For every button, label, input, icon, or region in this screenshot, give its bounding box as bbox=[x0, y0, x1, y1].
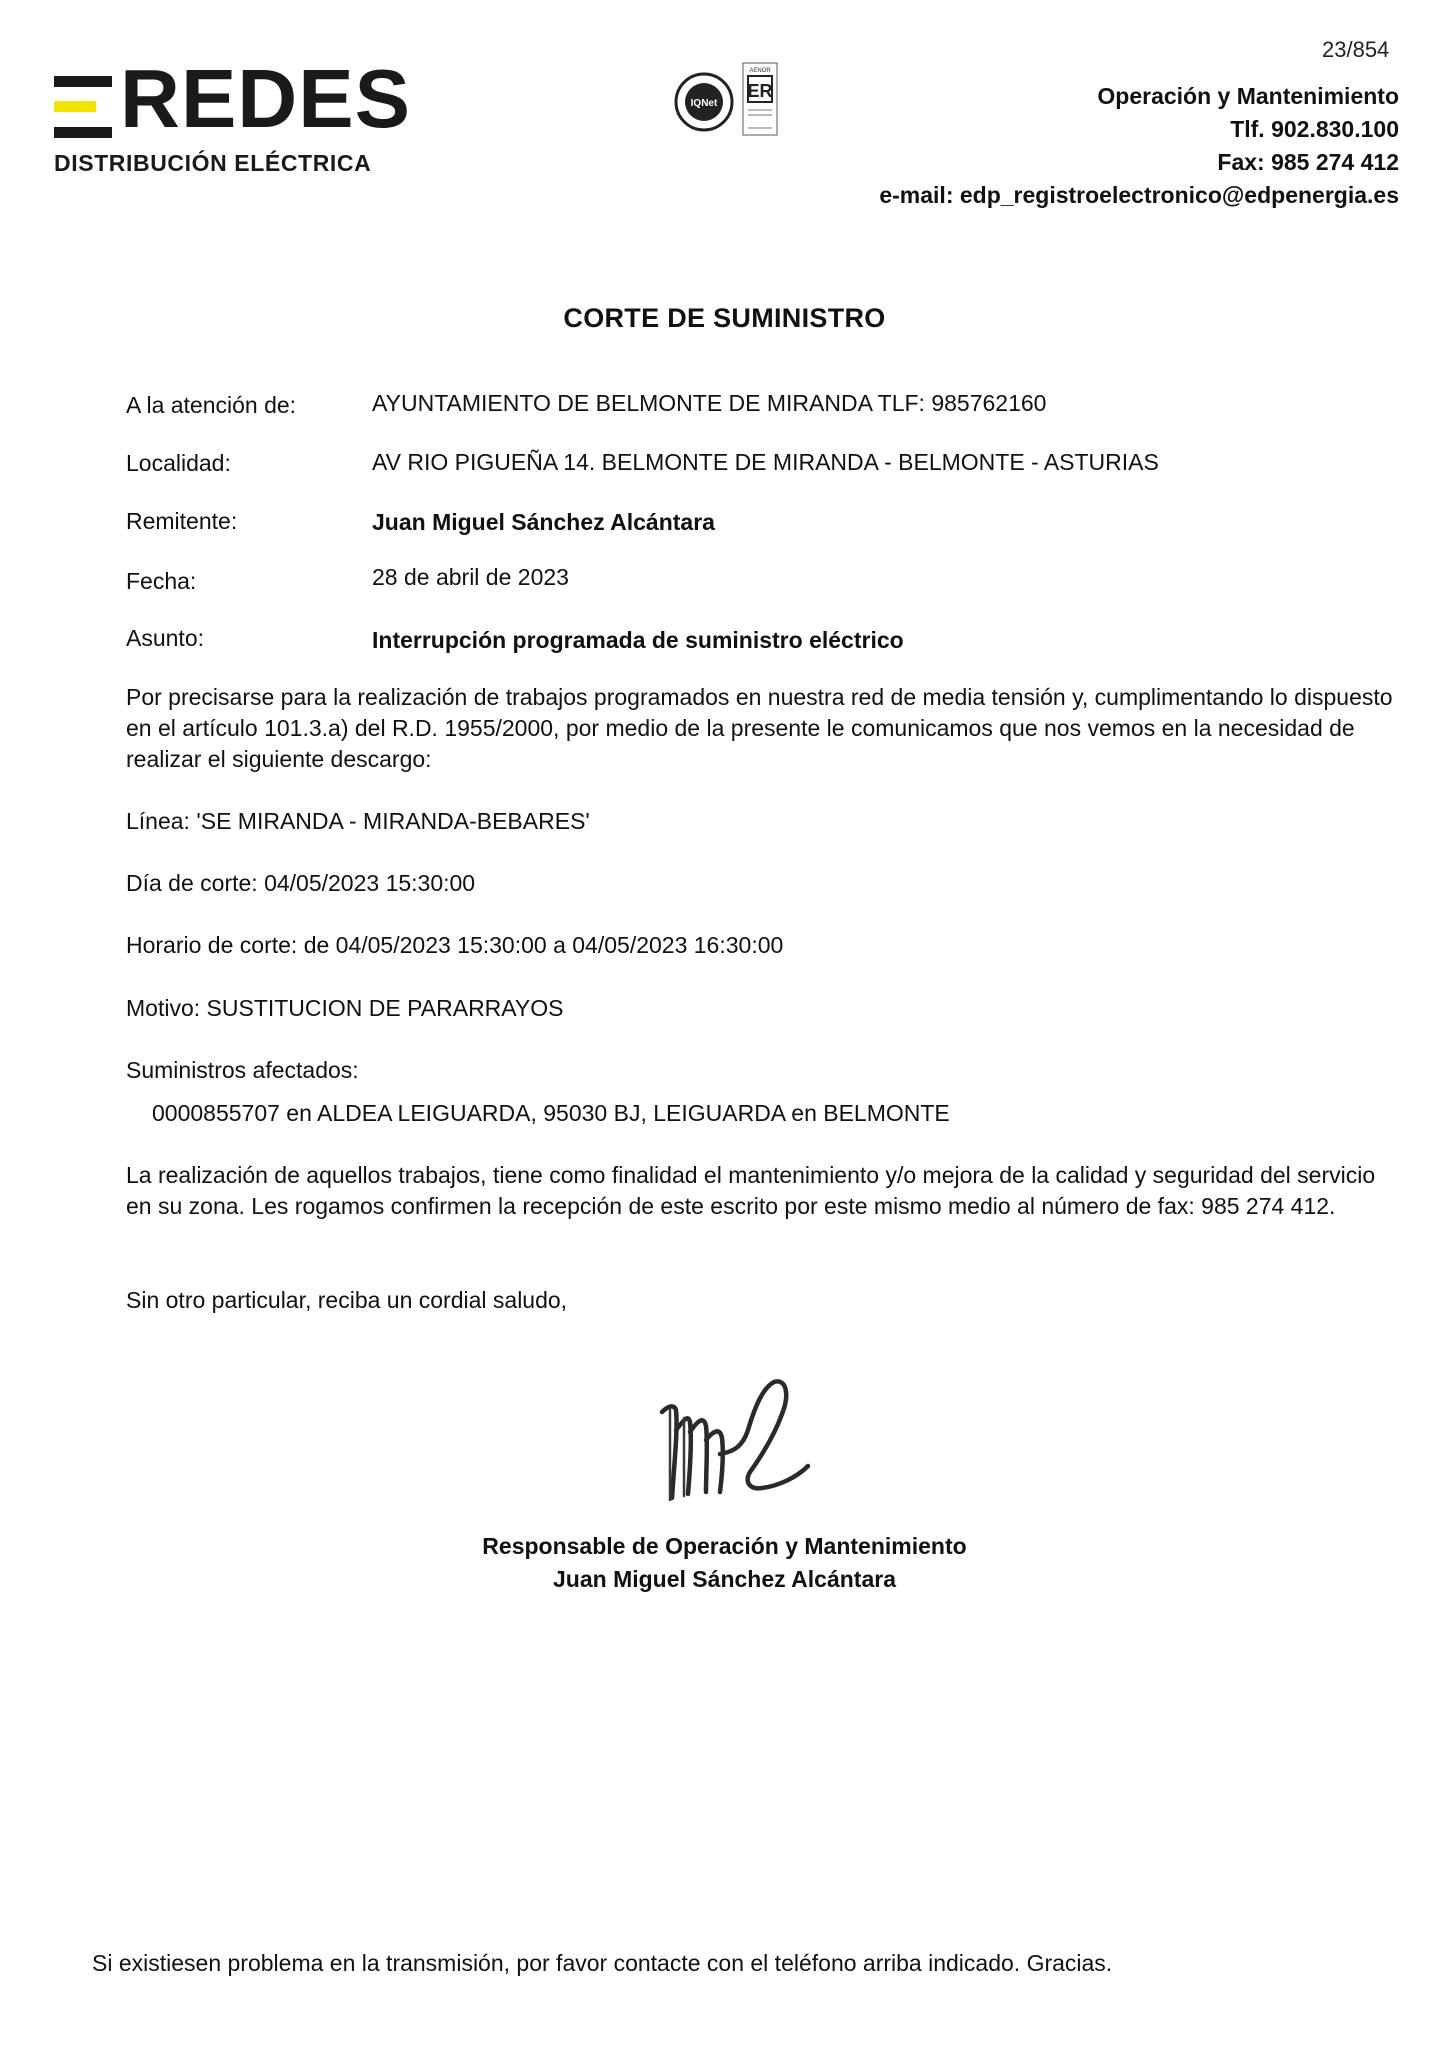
signature-name: Juan Miguel Sánchez Alcántara bbox=[553, 1566, 896, 1592]
subject-value: Interrupción programada de suministro eléctrico bbox=[372, 627, 904, 653]
iqnet-seal-text: IQNet bbox=[690, 98, 718, 109]
subject-label: Asunto: bbox=[126, 625, 204, 651]
affected-label: Suministros afectados: bbox=[126, 1057, 359, 1083]
logo-mark-icon bbox=[54, 72, 112, 134]
affected-item: 0000855707 en ALDEA LEIGUARDA, 95030 BJ, LEIGUARDA en BELMONTE bbox=[152, 1100, 950, 1126]
iqnet-seal-icon bbox=[674, 72, 734, 132]
cut-day-text: Día de corte: 04/05/2023 15:30:00 bbox=[126, 870, 476, 896]
date-value: 28 de abril de 2023 bbox=[372, 564, 569, 590]
cut-schedule-text: Horario de corte: de 04/05/2023 15:30:00 a 04/05/2023 16:30:00 bbox=[126, 932, 784, 958]
intro-paragraph: Por precisarse para la realización de trabajos programados en nuestra red de media tensión y, cumplimentando lo dispuesto en el artículo 101.3.a) del R.D. 1955/2000, por medio de la presente le comunicamos que nos vemos en la necesidad de realizar el siguiente descargo: bbox=[126, 684, 1393, 772]
document-title: CORTE DE SUMINISTRO bbox=[563, 303, 886, 333]
contact-fax: Fax: 985 274 412 bbox=[1217, 149, 1399, 175]
e-redes-logo bbox=[54, 52, 414, 178]
contact-block bbox=[879, 80, 1399, 212]
aenor-seal-letters: ER bbox=[747, 81, 773, 101]
handwritten-signature bbox=[650, 1370, 820, 1520]
logo-word: REDES bbox=[120, 52, 411, 145]
locality-value: AV RIO PIGUEÑA 14. BELMONTE DE MIRANDA - BELMONTE - ASTURIAS bbox=[372, 449, 1159, 475]
attention-value: AYUNTAMIENTO DE BELMONTE DE MIRANDA TLF: 985762160 bbox=[372, 390, 1047, 416]
locality-label: Localidad: bbox=[126, 450, 231, 476]
signature-block bbox=[0, 1530, 1449, 1596]
page-number: 23/854 bbox=[1322, 37, 1390, 62]
date-label: Fecha: bbox=[126, 568, 197, 594]
logo-subtitle: DISTRIBUCIÓN ELÉCTRICA bbox=[54, 150, 372, 176]
contact-phone: Tlf. 902.830.100 bbox=[1230, 116, 1399, 142]
salutation-text: Sin otro particular, reciba un cordial saludo, bbox=[126, 1287, 568, 1313]
reason-text: Motivo: SUSTITUCION DE PARARRAYOS bbox=[126, 995, 564, 1021]
aenor-seal-top: AENOR bbox=[749, 68, 771, 74]
sender-label: Remitente: bbox=[126, 508, 238, 534]
sender-value: Juan Miguel Sánchez Alcántara bbox=[372, 509, 715, 535]
contact-department: Operación y Mantenimiento bbox=[1097, 83, 1399, 109]
contact-email: e-mail: edp_registroelectronico@edpenergia.es bbox=[879, 182, 1399, 208]
line-text: Línea: 'SE MIRANDA - MIRANDA-BEBARES' bbox=[126, 808, 590, 834]
footer-note: Si existiesen problema en la transmisión, por favor contacte con el teléfono arriba indicado. Gracias. bbox=[92, 1950, 1113, 1976]
aenor-seal-icon bbox=[742, 62, 778, 136]
attention-label: A la atención de: bbox=[126, 392, 297, 418]
closing-paragraph: La realización de aquellos trabajos, tiene como finalidad el mantenimiento y/o mejora de la calidad y seguridad del servicio en su zona. Les rogamos confirmen la recepción de este escrito por este mismo medio al número de fax: 985 274 412. bbox=[126, 1162, 1376, 1219]
signature-role: Responsable de Operación y Mantenimiento bbox=[482, 1533, 967, 1559]
